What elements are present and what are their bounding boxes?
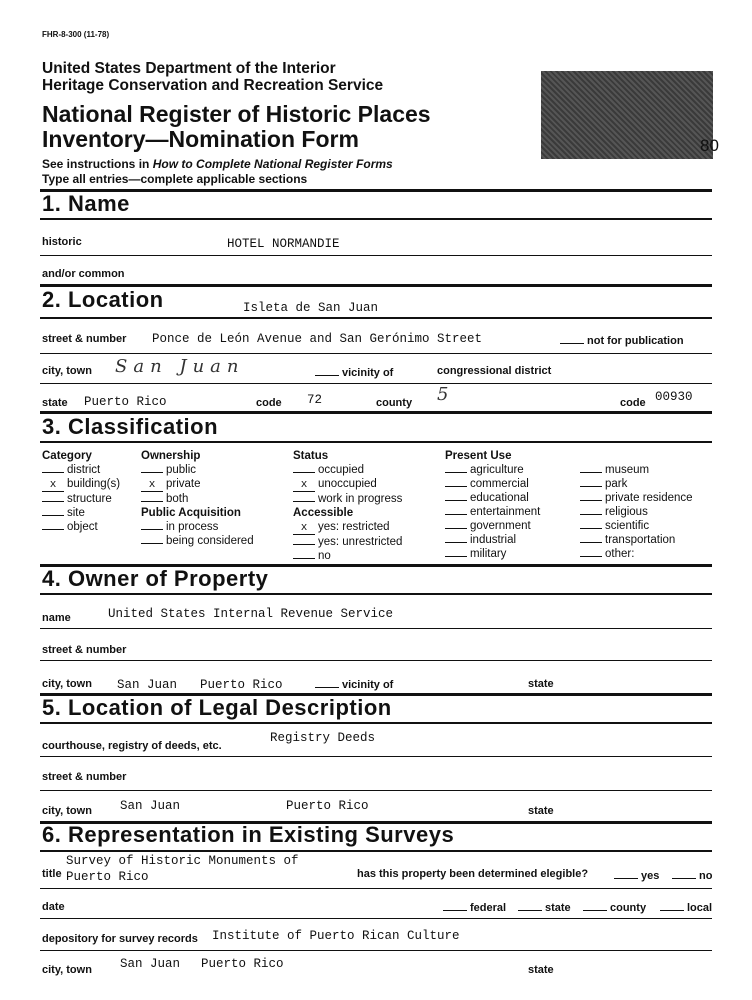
redacted-stamp <box>541 71 713 159</box>
survey-title-label: title <box>42 868 62 880</box>
option-label: transportation <box>605 534 676 546</box>
section-4-heading: 4. Owner of Property <box>42 566 269 591</box>
section-6-heading: 6. Representation in Existing Surveys <box>42 822 455 847</box>
legal-city-label: city, town <box>42 805 92 817</box>
checkbox-mark[interactable] <box>580 472 602 473</box>
date-label: date <box>42 901 65 913</box>
checkbox-option[interactable] <box>445 491 540 505</box>
checkbox-mark[interactable] <box>445 472 467 473</box>
city-value: San Juan <box>115 356 245 377</box>
option-label: government <box>470 520 531 532</box>
state-label: state <box>42 397 68 409</box>
option-label: yes: unrestricted <box>318 536 403 548</box>
checkbox-mark[interactable] <box>445 486 467 487</box>
option-label: religious <box>605 506 648 518</box>
checkbox-mark[interactable] <box>42 472 64 473</box>
option-label: private <box>166 478 201 490</box>
checkbox-mark[interactable] <box>293 558 315 559</box>
section-3-heading: 3. Classification <box>42 414 219 439</box>
legal-state-label: state <box>528 805 554 817</box>
checkbox-option[interactable] <box>42 463 120 477</box>
section-5-heading: 5. Location of Legal Description <box>42 695 392 720</box>
checkbox-option[interactable] <box>42 477 120 492</box>
checkbox-mark[interactable] <box>580 514 602 515</box>
checkbox-option[interactable] <box>293 463 402 477</box>
option-label: private residence <box>605 492 693 504</box>
checkbox-option[interactable] <box>580 463 693 477</box>
level-county: county <box>583 900 646 914</box>
checkbox-option[interactable] <box>580 533 693 547</box>
group-title: Ownership <box>141 450 201 462</box>
divider <box>40 593 712 595</box>
checkbox-option[interactable] <box>293 492 402 506</box>
legal-city-value: San Juan <box>120 799 181 813</box>
divider <box>40 383 712 384</box>
agency-line-2: Heritage Conservation and Recreation Service <box>42 77 384 94</box>
divider <box>40 660 712 661</box>
option-label: being considered <box>166 535 254 547</box>
checkbox-mark[interactable] <box>580 486 602 487</box>
owner-city2-value: Puerto Rico <box>200 678 283 692</box>
group-title: Accessible <box>293 507 354 519</box>
survey-city-value: San Juan <box>120 957 181 971</box>
form-title-2: Inventory—Nomination Form <box>42 126 359 152</box>
divider <box>40 441 712 443</box>
code-label: code <box>256 397 282 409</box>
option-label: structure <box>67 493 112 505</box>
legal-city2-value: Puerto Rico <box>286 799 369 813</box>
checkbox-mark[interactable] <box>445 528 467 529</box>
option-label: in process <box>166 521 219 533</box>
checkbox-option[interactable] <box>580 547 693 561</box>
checkbox-option[interactable] <box>580 477 693 491</box>
group-title: Public Acquisition <box>141 507 241 519</box>
historic-label: historic <box>42 236 82 248</box>
survey-city2-value: Puerto Rico <box>201 957 284 971</box>
congressional-label: congressional district <box>437 365 552 377</box>
checkbox-mark[interactable] <box>580 528 602 529</box>
courthouse-value: Registry Deeds <box>270 731 376 745</box>
checkbox-option[interactable] <box>580 505 693 519</box>
option-label: industrial <box>470 534 517 546</box>
city-label: city, town <box>42 365 92 377</box>
section-1-heading: 1. Name <box>42 191 130 216</box>
form-title-1: National Register of Historic Places <box>42 101 431 127</box>
owner-city-value: San Juan <box>117 678 178 692</box>
survey-title-2: Puerto Rico <box>66 870 149 884</box>
option-label: agriculture <box>470 464 524 476</box>
checkbox-mark[interactable] <box>42 501 64 502</box>
option-label: entertainment <box>470 506 541 518</box>
county-value: 5 <box>437 384 455 405</box>
eligible-yes: yes <box>614 868 659 882</box>
owner-vicinity: vicinity of <box>315 677 393 691</box>
checkbox-mark[interactable] <box>580 500 602 501</box>
checkbox-mark[interactable] <box>445 542 467 543</box>
checkbox-mark[interactable]: x <box>293 523 315 535</box>
option-label: unoccupied <box>318 478 377 490</box>
level-state: state <box>518 900 571 914</box>
checkbox-option[interactable] <box>293 535 402 549</box>
checkbox-mark[interactable] <box>445 556 467 557</box>
checkbox-option[interactable] <box>445 505 540 519</box>
survey-city-label: city, town <box>42 964 92 976</box>
checkbox-option[interactable] <box>580 519 693 533</box>
divider <box>40 189 712 192</box>
not-for-publication: not for publication <box>560 333 684 347</box>
survey-title-1: Survey of Historic Monuments of <box>66 854 299 868</box>
option-label: site <box>67 507 85 519</box>
option-label: yes: restricted <box>318 521 390 533</box>
survey-state-label: state <box>528 964 554 976</box>
eligible-no: no <box>672 868 712 882</box>
stamp-suffix: 80 <box>700 136 719 155</box>
checkbox-option[interactable] <box>293 549 402 563</box>
depository-label: depository for survey records <box>42 933 198 945</box>
owner-name-value: United States Internal Revenue Service <box>108 607 394 621</box>
county-label: county <box>376 397 413 409</box>
street-value: Ponce de León Avenue and San Gerónimo Street <box>152 332 483 346</box>
checkbox-option[interactable] <box>141 477 254 492</box>
category-column <box>42 449 120 534</box>
status-column <box>293 449 402 563</box>
checkbox-option[interactable] <box>42 520 120 534</box>
group-title: Status <box>293 450 329 462</box>
divider <box>40 353 712 354</box>
level-local: local <box>660 900 712 914</box>
state-value: Puerto Rico <box>84 395 167 409</box>
owner-name-label: name <box>42 612 71 624</box>
street-label: street & number <box>42 333 127 345</box>
checkbox-option[interactable] <box>293 477 402 492</box>
checkbox-option[interactable] <box>445 519 540 533</box>
code2-value: 00930 <box>655 390 693 404</box>
checkbox-option[interactable] <box>445 477 540 491</box>
level-federal: federal <box>443 900 506 914</box>
divider <box>40 790 712 791</box>
checkbox-mark[interactable] <box>293 501 315 502</box>
checkbox-mark[interactable] <box>445 514 467 515</box>
group-title: Present Use <box>445 450 512 462</box>
checkbox-option[interactable] <box>445 463 540 477</box>
location-sub: Isleta de San Juan <box>243 301 379 315</box>
instructions-title: How to Complete National Register Forms <box>152 157 393 171</box>
divider <box>40 628 712 629</box>
historic-value: HOTEL NORMANDIE <box>227 237 340 251</box>
option-label: occupied <box>318 464 365 476</box>
option-label: park <box>605 478 628 490</box>
agency-line-1: United States Department of the Interior <box>42 60 336 77</box>
section-2-heading: 2. Location <box>42 287 164 312</box>
checkbox-mark[interactable] <box>141 543 163 544</box>
option-label: building(s) <box>67 478 121 490</box>
checkbox-option[interactable] <box>141 520 254 534</box>
divider <box>40 918 712 919</box>
checkbox-option[interactable] <box>445 533 540 547</box>
option-label: work in progress <box>318 493 403 505</box>
owner-state-label: state <box>528 678 554 690</box>
option-label: museum <box>605 464 650 476</box>
present-use-column-2 <box>580 463 693 561</box>
divider <box>40 950 712 951</box>
code-value: 72 <box>307 393 323 407</box>
legal-street-label: street & number <box>42 771 127 783</box>
divider <box>40 255 712 256</box>
divider <box>40 850 712 852</box>
checkbox-mark[interactable]: x <box>293 480 315 492</box>
option-label: object <box>67 521 98 533</box>
divider <box>40 317 712 319</box>
divider <box>40 218 712 220</box>
checkbox-mark[interactable] <box>42 529 64 530</box>
option-label: district <box>67 464 101 476</box>
present-use-column-1 <box>445 449 540 561</box>
option-label: scientific <box>605 520 650 532</box>
code2-label: code <box>620 397 646 409</box>
checkbox-mark[interactable] <box>293 472 315 473</box>
group-title: Category <box>42 450 92 462</box>
divider <box>40 888 712 889</box>
checkbox-mark[interactable] <box>141 501 163 502</box>
checkbox-option[interactable] <box>141 534 254 548</box>
option-label: public <box>166 464 197 476</box>
common-label: and/or common <box>42 268 125 280</box>
option-label: commercial <box>470 478 529 490</box>
option-label: military <box>470 548 507 560</box>
checkbox-option[interactable] <box>42 492 120 506</box>
checkbox-mark[interactable]: x <box>42 480 64 492</box>
option-label: educational <box>470 492 529 504</box>
checkbox-mark[interactable]: x <box>141 480 163 492</box>
checkbox-option[interactable] <box>141 463 254 477</box>
checkbox-option[interactable] <box>580 491 693 505</box>
depository-value: Institute of Puerto Rican Culture <box>212 929 460 943</box>
form-id: FHR-8-300 (11-78) <box>42 30 110 39</box>
instructions-2: Type all entries—complete applicable sections <box>42 172 308 186</box>
option-label: other: <box>605 548 635 560</box>
divider <box>40 722 712 724</box>
checkbox-mark[interactable] <box>141 529 163 530</box>
checkbox-mark[interactable] <box>580 556 602 557</box>
ownership-column <box>141 449 254 548</box>
checkbox-option[interactable] <box>445 547 540 561</box>
owner-street-label: street & number <box>42 644 127 656</box>
checkbox-option[interactable] <box>141 492 254 506</box>
checkbox-mark[interactable] <box>445 500 467 501</box>
checkbox-mark[interactable] <box>42 515 64 516</box>
divider <box>40 756 712 757</box>
checkbox-option[interactable] <box>293 520 402 535</box>
checkbox-mark[interactable] <box>293 544 315 545</box>
instructions <box>42 157 393 171</box>
eligible-question: has this property been determined elegible? <box>357 868 589 880</box>
option-label: no <box>318 550 331 562</box>
checkbox-option[interactable] <box>42 506 120 520</box>
checkbox-mark[interactable] <box>580 542 602 543</box>
checkbox-mark[interactable] <box>141 472 163 473</box>
instructions-prefix: See instructions in <box>42 157 153 171</box>
vicinity: vicinity of <box>315 365 393 379</box>
owner-city-label: city, town <box>42 678 92 690</box>
courthouse-label: courthouse, registry of deeds, etc. <box>42 740 222 752</box>
option-label: both <box>166 493 189 505</box>
